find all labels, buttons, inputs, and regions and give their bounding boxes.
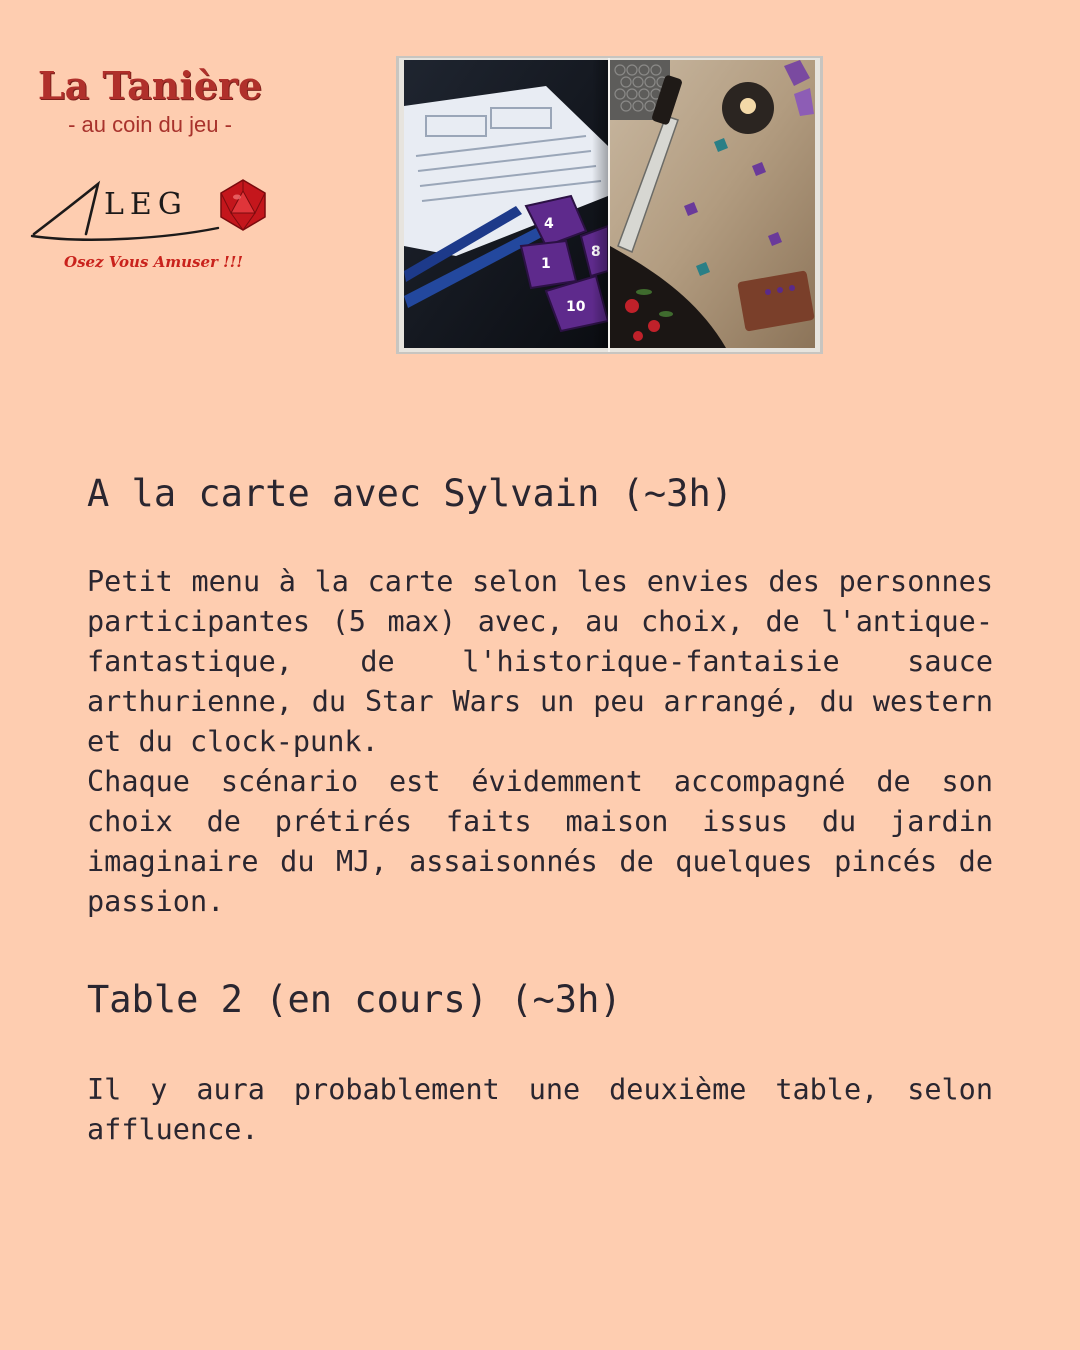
- open-book-illustration: [396, 56, 823, 354]
- la-taniere-logo-subtitle: - au coin du jeu -: [68, 112, 232, 137]
- svg-text:LEG: LEG: [104, 187, 188, 222]
- main-content: [87, 468, 993, 1150]
- section-body-a-la-carte: [87, 562, 993, 922]
- book-photo-collage: [396, 56, 823, 354]
- alego-logo-mark: [28, 178, 278, 250]
- alego-logo: [28, 178, 278, 278]
- section-body-table-2: [87, 1070, 993, 1150]
- section-heading-a-la-carte: A la carte avec Sylvain (~3h): [87, 472, 734, 515]
- alego-logo-tagline: Osez Vous Amuser !!!: [64, 253, 243, 271]
- section-paragraph: Petit menu à la carte selon les envies des personnes participantes (5 max) avec, au choix, de l'antique-fantastique, de l'historique-fantaisie sauce arthurienne, du Star Wars un peu arrangé, du western et du clock-punk.: [87, 565, 993, 758]
- la-taniere-logo-title: La Tanière: [37, 63, 263, 108]
- d20-dice-icon: [221, 180, 265, 230]
- section-paragraph: Il y aura probablement une deuxième table, selon affluence.: [87, 1073, 993, 1146]
- svg-text:1: 1: [541, 256, 551, 272]
- section-heading-table-2: Table 2 (en cours) (~3h): [87, 978, 622, 1021]
- section-paragraph: Chaque scénario est évidemment accompagné de son choix de prétirés faits maison issus du jardin imaginaire du MJ, assaisonnés de quelques pincés de passion.: [87, 765, 993, 918]
- svg-text:4: 4: [544, 216, 554, 232]
- la-taniere-logo: [30, 52, 270, 144]
- svg-text:10: 10: [566, 299, 586, 315]
